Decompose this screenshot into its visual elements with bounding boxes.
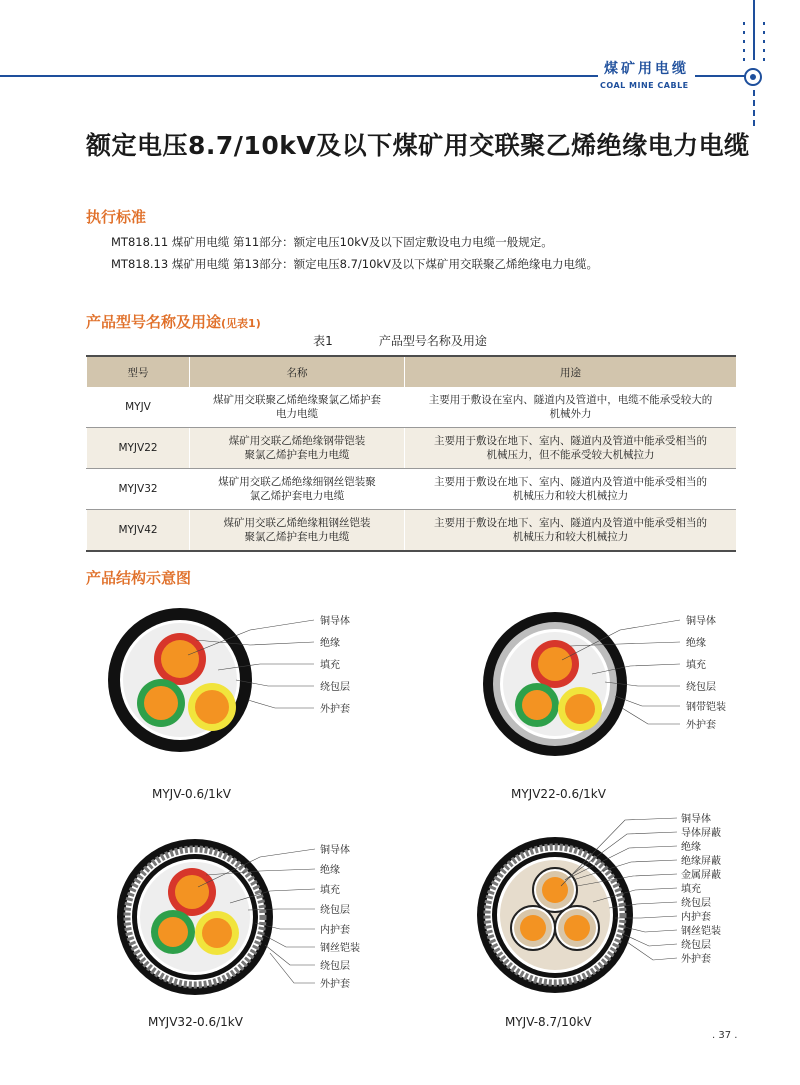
label-copper-conductor: 铜导体 bbox=[320, 616, 350, 627]
label-outer-sheath: 外护套 bbox=[320, 979, 350, 990]
cell-name bbox=[190, 469, 405, 510]
column-header-model: 型号 bbox=[87, 356, 190, 387]
header-dots-left bbox=[743, 22, 745, 62]
diagram-caption: MYJV-0.6/1kV bbox=[152, 787, 231, 801]
label-insulation: 绝缘 bbox=[681, 842, 701, 853]
models-heading-text: 产品型号名称及用途 bbox=[86, 313, 222, 331]
table-caption bbox=[0, 332, 800, 349]
cell-model: MYJV42 bbox=[87, 510, 190, 552]
cell-model: MYJV32 bbox=[87, 469, 190, 510]
label-inner-sheath: 内护套 bbox=[681, 912, 711, 923]
cell-use-line: 主要用于敷设在室内、隧道内及管道中，电缆不能承受较大的 bbox=[428, 394, 713, 406]
conductor-shape bbox=[202, 918, 232, 948]
core-left bbox=[511, 906, 555, 950]
cell-model: MYJV22 bbox=[87, 428, 190, 469]
leader-line bbox=[623, 934, 677, 946]
cell-name-line: 煤矿用交联乙烯绝缘钢带铠装 bbox=[228, 435, 366, 447]
cell-use bbox=[405, 510, 737, 552]
label-wrap-layer-outer: 绕包层 bbox=[681, 940, 711, 951]
table-row bbox=[87, 428, 737, 469]
cell-use-line: 主要用于敷设在地下、室内、隧道内及管道中能承受相当的 bbox=[434, 435, 707, 447]
label-filler: 填充 bbox=[320, 885, 340, 896]
conductor-shape bbox=[520, 915, 546, 941]
conductor-shape bbox=[195, 690, 229, 724]
models-heading-note: (见表1) bbox=[221, 317, 261, 330]
conductor-shape bbox=[542, 877, 568, 903]
header-vertical-rule bbox=[753, 0, 755, 60]
cell-use-line: 主要用于敷设在地下、室内、隧道内及管道中能承受相当的 bbox=[434, 517, 707, 529]
label-steel-wire-armor: 钢丝铠装 bbox=[681, 926, 721, 937]
label-outer-sheath: 外护套 bbox=[681, 954, 711, 965]
cell-use-line: 机械压力和较大机械拉力 bbox=[512, 531, 629, 543]
models-heading bbox=[86, 311, 261, 332]
table-number: 表1 bbox=[313, 334, 333, 348]
models-table bbox=[86, 355, 736, 552]
cell-use bbox=[405, 469, 737, 510]
page-number: . 37 . bbox=[712, 1030, 738, 1041]
diagram-caption: MYJV-8.7/10kV bbox=[505, 1015, 592, 1029]
label-steel-wire-armor: 钢丝铠装 bbox=[320, 943, 360, 954]
header-brand-cn: 煤矿用电缆 bbox=[598, 58, 695, 78]
label-insulation: 绝缘 bbox=[320, 638, 340, 649]
label-wrap-layer: 绕包层 bbox=[320, 905, 350, 916]
table-row bbox=[87, 510, 737, 552]
column-header-name: 名称 bbox=[190, 356, 405, 387]
cell-use-line: 机械压力，但不能承受较大机械拉力 bbox=[486, 449, 655, 461]
cell-name-line: 煤矿用交联乙烯绝缘细钢丝铠装聚 bbox=[218, 476, 376, 488]
cell-name-line: 氯乙烯护套电力电缆 bbox=[249, 490, 345, 502]
label-filler: 填充 bbox=[681, 884, 701, 895]
cell-name-line: 聚氯乙烯护套电力电缆 bbox=[244, 531, 350, 543]
cell-model: MYJV bbox=[87, 387, 190, 428]
label-wrap-layer: 绕包层 bbox=[686, 682, 716, 693]
label-outer-sheath: 外护套 bbox=[686, 720, 716, 731]
diagram-caption: MYJV32-0.6/1kV bbox=[148, 1015, 243, 1029]
label-copper-conductor: 铜导体 bbox=[681, 814, 711, 825]
structure-heading: 产品结构示意图 bbox=[86, 569, 192, 587]
leader-line bbox=[270, 953, 315, 983]
diagram-caption: MYJV22-0.6/1kV bbox=[511, 787, 606, 801]
label-copper-conductor: 铜导体 bbox=[686, 616, 716, 627]
label-insulation-screen: 绝缘屏蔽 bbox=[681, 856, 721, 867]
label-inner-sheath: 内护套 bbox=[320, 925, 350, 936]
label-outer-sheath: 外护套 bbox=[320, 704, 350, 715]
table-header-row bbox=[87, 356, 737, 387]
label-wrap-layer-outer: 绕包层 bbox=[320, 961, 350, 972]
label-copper-conductor: 铜导体 bbox=[320, 845, 350, 856]
cell-use-line: 机械压力和较大机械拉力 bbox=[512, 490, 629, 502]
standard-item-2: MT818.13 煤矿用电缆 第13部分：额定电压8.7/10kV及以下煤矿用交联聚乙烯绝缘电力电缆。 bbox=[111, 257, 598, 271]
core-top bbox=[533, 868, 577, 912]
label-filler: 填充 bbox=[320, 660, 340, 671]
header-brand-en: COAL MINE CABLE bbox=[600, 81, 689, 90]
standard-item-1: MT818.11 煤矿用电缆 第11部分：额定电压10kV及以下固定敷设电力电缆一般规定。 bbox=[111, 235, 553, 249]
conductor-shape bbox=[175, 875, 209, 909]
cell-use bbox=[405, 387, 737, 428]
cable-diagram-myjv32 bbox=[110, 835, 410, 1005]
cell-name bbox=[190, 510, 405, 552]
table-row bbox=[87, 387, 737, 428]
cell-name bbox=[190, 428, 405, 469]
label-steel-tape-armor: 钢带铠装 bbox=[686, 702, 726, 713]
label-metal-screen: 金属屏蔽 bbox=[681, 870, 721, 881]
cable-diagram-myjv-10kv bbox=[465, 810, 765, 1010]
standards-heading: 执行标准 bbox=[86, 208, 147, 226]
label-insulation: 绝缘 bbox=[320, 865, 340, 876]
conductor-shape bbox=[144, 686, 178, 720]
conductor-shape bbox=[161, 640, 199, 678]
cable-diagram-myjv22 bbox=[470, 604, 770, 784]
label-wrap-layer: 绕包层 bbox=[681, 898, 711, 909]
header-vertical-dash bbox=[753, 90, 755, 130]
cell-name-line: 聚氯乙烯护套电力电缆 bbox=[244, 449, 350, 461]
target-icon bbox=[744, 68, 762, 86]
conductor-shape bbox=[158, 917, 188, 947]
core-right bbox=[555, 906, 599, 950]
cell-name-line: 煤矿用交联聚乙烯绝缘聚氯乙烯护套 bbox=[213, 394, 381, 406]
conductor-shape bbox=[538, 647, 572, 681]
cell-use bbox=[405, 428, 737, 469]
page-title: 额定电压8.7/10kV及以下煤矿用交联聚乙烯绝缘电力电缆 bbox=[86, 131, 750, 160]
cell-use-line: 机械外力 bbox=[549, 408, 592, 420]
leader-line bbox=[248, 700, 314, 708]
cell-name-line: 煤矿用交联乙烯绝缘粗钢丝铠装 bbox=[223, 517, 371, 529]
cell-name bbox=[190, 387, 405, 428]
table-title: 产品型号名称及用途 bbox=[378, 334, 487, 348]
leader-line bbox=[622, 708, 680, 724]
cable-diagram-myjv bbox=[100, 600, 400, 780]
label-wrap-layer: 绕包层 bbox=[320, 682, 350, 693]
conductor-shape bbox=[565, 694, 595, 724]
table-row bbox=[87, 469, 737, 510]
conductor-shape bbox=[564, 915, 590, 941]
column-header-use: 用途 bbox=[405, 356, 737, 387]
conductor-shape bbox=[522, 690, 552, 720]
cell-use-line: 主要用于敷设在地下、室内、隧道内及管道中能承受相当的 bbox=[434, 476, 707, 488]
leader-line bbox=[265, 945, 315, 965]
label-filler: 填充 bbox=[686, 660, 706, 671]
label-conductor-screen: 导体屏蔽 bbox=[681, 828, 721, 839]
header-dots-right bbox=[763, 22, 765, 62]
cell-name-line: 电力电缆 bbox=[276, 408, 318, 420]
label-insulation: 绝缘 bbox=[686, 638, 706, 649]
